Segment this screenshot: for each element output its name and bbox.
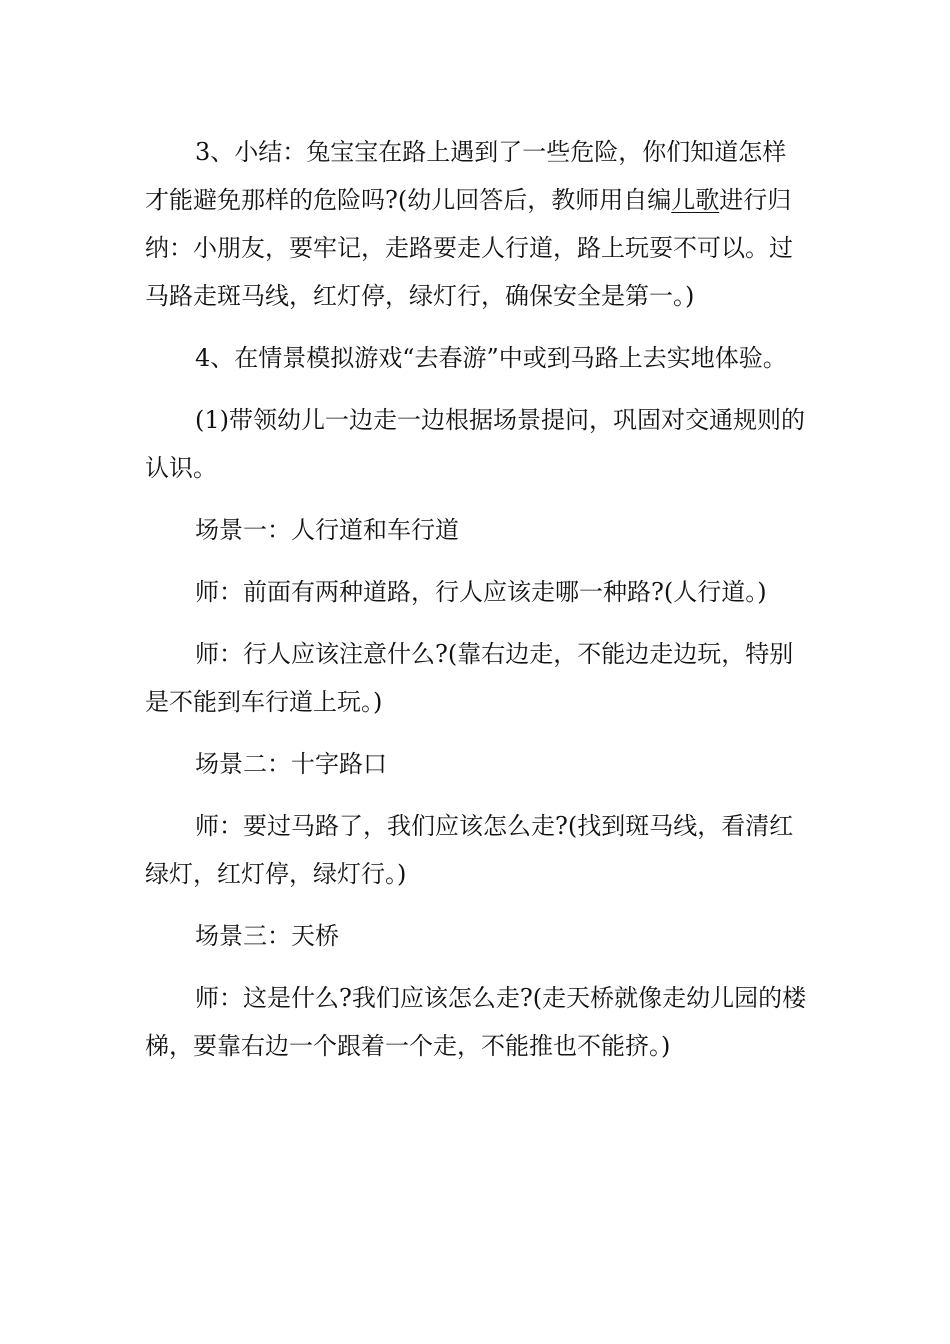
scene-1-title: 场景一：人行道和车行道: [195, 516, 459, 544]
summary-text-after: 进行归纳：小朋友，要牢记，走路要走人行道，路上玩耍不可以。过马路走斑马线，红灯停，绿灯行，确保安全是第一。): [145, 186, 793, 310]
scene-1-question-1: 师：前面有两种道路，行人应该走哪一种路?(人行道。): [195, 578, 767, 606]
summary-text-before: 3、小结：兔宝宝在路上遇到了一些危险，你们知道怎样才能避免那样的危险吗?(幼儿回答后，教师用自编: [145, 138, 787, 214]
paragraph-summary: [145, 128, 809, 320]
scene-3-title: 场景三：天桥: [195, 922, 339, 950]
scene-2-question-1: 师：要过马路了，我们应该怎么走?(找到斑马线，看清红绿灯，红灯停，绿灯行。): [145, 812, 794, 888]
document-page: [145, 128, 809, 1070]
scene-2-title: 场景二：十字路口: [195, 750, 387, 778]
scene-1-question-2: 师：行人应该注意什么?(靠右边走，不能边走边玩，特别是不能到车行道上玩。): [145, 640, 794, 716]
nursery-rhyme-link[interactable]: 儿歌: [671, 186, 720, 214]
paragraph-step-4-1: (1)带领幼儿一边走一边根据场景提问，巩固对交通规则的认识。: [145, 406, 805, 482]
paragraph-step-4: 4、在情景模拟游戏“去春游”中或到马路上去实地体验。: [195, 344, 787, 372]
scene-3-question-1: 师：这是什么?我们应该怎么走?(走天桥就像走幼儿园的楼梯，要靠右边一个跟着一个走，不能推也不能挤。): [145, 984, 807, 1060]
